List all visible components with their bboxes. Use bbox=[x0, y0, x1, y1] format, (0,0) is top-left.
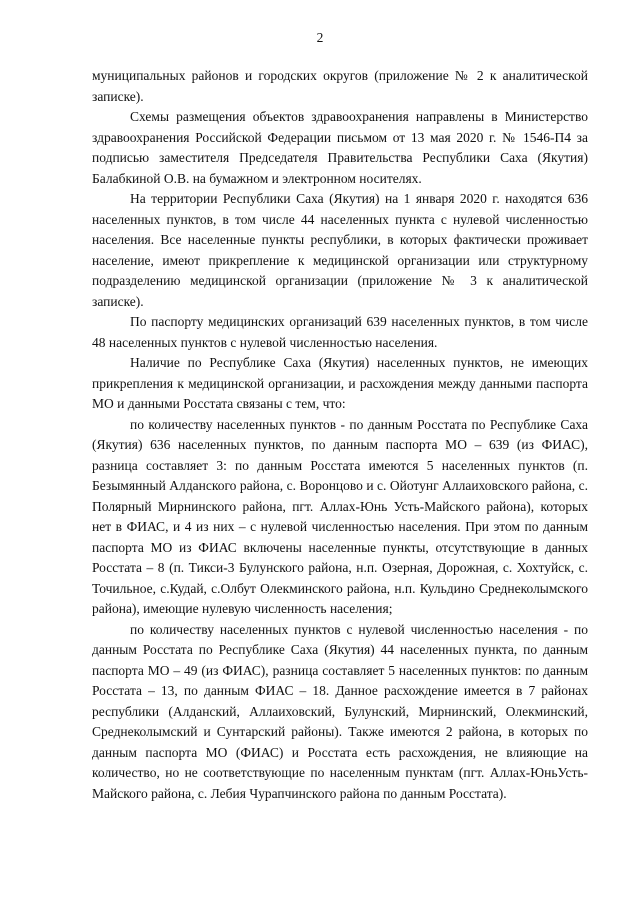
paragraph-discrepancy-intro: Наличие по Республике Саха (Якутия) населенных пунктов, не имеющих прикрепления к медицинской организации, и расхождения между данными паспорта МО и данными Росстата связаны с тем, что: bbox=[92, 355, 588, 411]
paragraph-by-zero-population: по количеству населенных пунктов с нулевой численностью населения - по данным Росстата по Республике Саха (Якутия) 44 населенных пункта, по данным паспорта МО – 49 (из ФИАС), разница составляет 5 населенных пунктов: по данным Росстата – 13, по данным ФИАС – 18. Данное расхождение имеется в 7 районах республики (Алданский, Аллаиховский, Булунский, Мирнинский, Олекминский, Среднеколымский и Сунтарский районы). Также имеются 2 района, в которых по данным паспорта МО (ФИАС) и Росстата есть расхождения, не влияющие на количество, но не соответствующие по населенным пунктам (пгт. Аллах-ЮньУсть-Майского района, с. Лебия Чурапчинского района по данным Росстата). bbox=[92, 621, 588, 801]
paragraph-passport-count: По паспорту медицинских организаций 639 населенных пунктов, в том числе 48 населенных пунктов с нулевой численностью населения. bbox=[92, 314, 588, 350]
paragraph-health-schemes: Схемы размещения объектов здравоохранения направлены в Министерство здравоохранения Российской Федерации письмом от 13 мая 2020 г. № 1546-П4 за подписью заместителя Председателя Правительства Республики Саха (Якутия) Балабкиной О.В. на бумажном и электронном носителях. bbox=[92, 109, 588, 186]
page-number: 2 bbox=[316, 30, 324, 45]
paragraph-settlements-count: На территории Республики Саха (Якутия) на 1 января 2020 г. находятся 636 населенных пунктов, в том числе 44 населенных пункта с нулевой численностью населения. Все населенные пункты республики, в которых фактически проживает население, имеют прикрепление к медицинской организации или структурному подразделению медицинской организации (приложение № 3 к аналитической записке). bbox=[92, 191, 588, 309]
paragraph-continuation: муниципальных районов и городских округов (приложение № 2 к аналитической записке). bbox=[92, 68, 588, 104]
document-body bbox=[92, 66, 588, 804]
paragraph-by-settlements: по количеству населенных пунктов - по данным Росстата по Республике Саха (Якутия) 636 населенных пунктов, по данным паспорта МО – 639 (из ФИАС), разница составляет 3: по данным Росстата имеются 5 населенных пунктов (п. Безымянный Алданского района, с. Воронцово и с. Ойотунг Аллаиховского района, с. Полярный Мирнинского района, пгт. Аллах-Юнь Усть-Майского района), которых нет в ФИАС, и 4 из них – с нулевой численностью населения. При этом по данным паспорта МО из ФИАС включены населенные пункты, отсутствующие в данных Росстата – 8 (п. Тикси-3 Булунского района, н.п. Озерная, Дорожная, с. Хохтуйск, с. Точильное, с.Кудай, с.Олбут Олекминского района, н.п. Кульдино Среднеколымского района), имеющие нулевую численность населения; bbox=[92, 416, 588, 616]
